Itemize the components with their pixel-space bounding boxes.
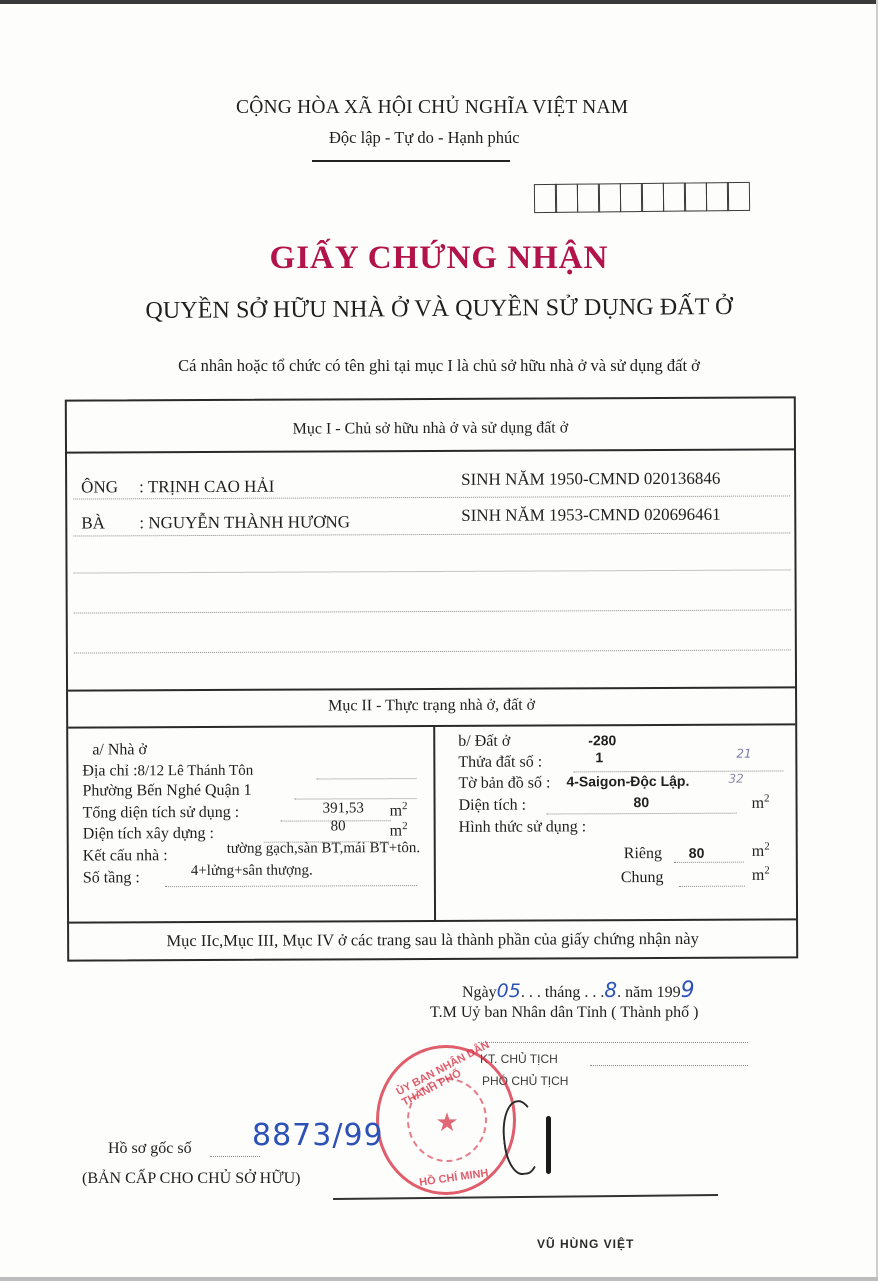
footer-note: Mục IIc,Mục III, Mục IV ở các trang sau là thành phần của giấy chứng nhận này — [166, 928, 699, 951]
dotted-line — [165, 885, 417, 887]
year-value: 9 — [680, 978, 695, 1003]
unit-text: m — [751, 842, 765, 860]
dotted-line — [679, 886, 745, 887]
structure-label: Kết cấu nhà : — [82, 847, 168, 865]
unit-sup: 2 — [764, 840, 770, 853]
day-label: Ngày — [462, 984, 497, 1001]
role-vice-chairman: PHÓ CHỦ TỊCH — [482, 1074, 569, 1088]
serial-box — [533, 184, 556, 213]
stamp-text-top: ỦY BAN NHÂN DÂN THÀNH PHỐ — [394, 1038, 492, 1109]
house-address-value: 8/12 Lê Thánh Tôn — [137, 762, 254, 780]
year-label: . năm 199 — [617, 984, 681, 1001]
house-ward: Phường Bến Nghé Quận 1 — [82, 781, 252, 800]
total-area-label: Tổng diện tích sử dụng : — [82, 803, 240, 822]
column-divider — [433, 725, 436, 920]
serial-box — [598, 183, 621, 212]
certificate-title — [0, 240, 878, 277]
shared-use-unit — [752, 865, 770, 885]
republic-heading: CỘNG HÒA XÃ HỘI CHỦ NGHĨA VIỆT NAM — [236, 97, 629, 118]
section2-title: Mục II - Thực trạng nhà ở, đất ở — [328, 696, 536, 715]
divider — [69, 918, 796, 923]
land-heading: b/ Đất ở — [458, 732, 511, 750]
build-area-label: Diện tích xây dựng : — [82, 824, 215, 843]
owner-1-info: SINH NĂM 1950-CMND 020136846 — [461, 468, 721, 489]
serial-box — [619, 183, 642, 212]
house-heading: a/ Nhà ở — [92, 741, 148, 759]
serial-box — [705, 182, 728, 211]
national-motto: Độc lập - Tự do - Hạnh phúc — [329, 128, 520, 147]
motto-underline — [312, 160, 510, 162]
page-top-edge — [0, 0, 878, 4]
dotted-line — [74, 569, 791, 573]
owner-1-label: ÔNG — [81, 477, 119, 497]
structure-value: tường gạch,sàn BT,mái BT+tôn. — [226, 840, 421, 857]
record-number-value: 8873/99 — [252, 1118, 384, 1153]
dotted-line — [674, 862, 744, 863]
unit-text: m — [751, 866, 765, 884]
dotted-line — [210, 1156, 260, 1157]
signer-name: VŨ HÙNG VIỆT — [537, 1237, 635, 1251]
map-sheet-value: 4-Saigon-Độc Lập. — [566, 772, 690, 790]
build-area-value: 80 — [330, 818, 346, 835]
role-kt-chairman: KT. CHỦ TỊCH — [480, 1052, 558, 1066]
owner-1-name: : TRỊNH CAO HẢI — [139, 476, 275, 497]
star-icon: ★ — [435, 1108, 459, 1137]
dotted-line — [74, 649, 791, 653]
divider — [68, 686, 795, 691]
owner-2-label: BÀ — [81, 513, 105, 533]
month-value: 8 — [604, 978, 618, 1002]
owner-2-name: : NGUYỄN THÀNH HƯƠNG — [139, 512, 351, 533]
serial-box — [576, 183, 599, 212]
record-number-label: Hồ sơ gốc số — [108, 1140, 192, 1157]
divider — [68, 723, 795, 728]
floors-label: Số tầng : — [82, 869, 140, 887]
certificate-title-text: GIẤY CHỨNG NHẬN — [269, 240, 609, 276]
issuing-authority: T.M Uỷ ban Nhân dân Tỉnh ( Thành phố ) — [430, 1004, 699, 1021]
official-red-stamp — [376, 1038, 516, 1195]
unit-text: m — [751, 794, 765, 812]
section1-title: Mục I - Chủ sở hữu nhà ở và sử dụng đất ở — [292, 419, 569, 438]
map-sheet-label: Tờ bản đồ số : — [458, 774, 551, 792]
signature-stroke — [546, 1116, 551, 1174]
certificate-subtitle: QUYỀN SỞ HỮU NHÀ Ở VÀ QUYỀN SỬ DỤNG ĐẤT Ở — [145, 293, 733, 325]
certificate-table — [65, 396, 798, 961]
house-address-label: Địa chỉ : — [82, 762, 138, 780]
usage-form-label: Hình thức sử dụng : — [458, 818, 587, 836]
unit-text: m — [389, 802, 403, 820]
total-area-value: 391,53 — [322, 800, 364, 817]
certificate-intro: Cá nhân hoặc tổ chức có tên ghi tại mục I là chủ sở hữu nhà ở và sử dụng đất ở — [178, 356, 700, 375]
day-value: 05 — [496, 980, 521, 1002]
serial-box — [727, 182, 750, 211]
copy-note: (BẢN CẤP CHO CHỦ SỞ HỮU) — [82, 1170, 301, 1187]
dotted-line — [590, 1065, 748, 1066]
total-area-field — [83, 804, 240, 823]
plot-label: Thửa đất số : — [458, 753, 543, 771]
plot-handwritten-note: 21 — [736, 746, 752, 761]
plot-value: 1 — [595, 749, 604, 766]
unit-sup: 2 — [764, 864, 770, 877]
dotted-line — [74, 609, 791, 613]
month-label: . . . tháng . . . — [520, 984, 605, 1001]
unit-text: m — [389, 822, 403, 840]
owner-2-info: SINH NĂM 1953-CMND 020696461 — [461, 504, 721, 525]
land-heading-note: -280 — [588, 732, 617, 749]
dotted-line — [547, 813, 737, 815]
stamp-text-bottom: HỒ CHÍ MINH — [418, 1167, 490, 1189]
build-area-unit — [390, 820, 408, 840]
total-area-unit — [390, 800, 408, 820]
land-area-unit — [751, 793, 769, 813]
serial-box — [555, 184, 578, 213]
unit-sup: 2 — [402, 820, 408, 833]
signature-loop — [499, 1098, 543, 1176]
serial-box — [641, 183, 664, 212]
floors-value: 4+lửng+sân thượng. — [190, 862, 313, 880]
house-address-field — [82, 762, 253, 781]
unit-sup: 2 — [763, 792, 770, 805]
serial-box — [684, 182, 707, 211]
dotted-line — [316, 778, 416, 779]
issue-date — [462, 978, 695, 1003]
dotted-line — [478, 1042, 748, 1043]
signature-underline — [333, 1194, 718, 1200]
unit-sup: 2 — [401, 800, 408, 813]
private-use-unit — [752, 841, 770, 861]
page-bottom-edge — [0, 1277, 878, 1281]
land-area-label: Diện tích : — [458, 796, 527, 814]
serial-number-boxes — [535, 182, 750, 213]
divider — [67, 448, 794, 453]
private-use-value: 80 — [688, 844, 705, 861]
shared-use-label: Chung — [620, 868, 664, 887]
map-handwritten-note: 32 — [728, 771, 744, 786]
land-area-value: 80 — [633, 794, 650, 811]
serial-box — [662, 183, 685, 212]
private-use-label: Riêng — [623, 844, 663, 863]
